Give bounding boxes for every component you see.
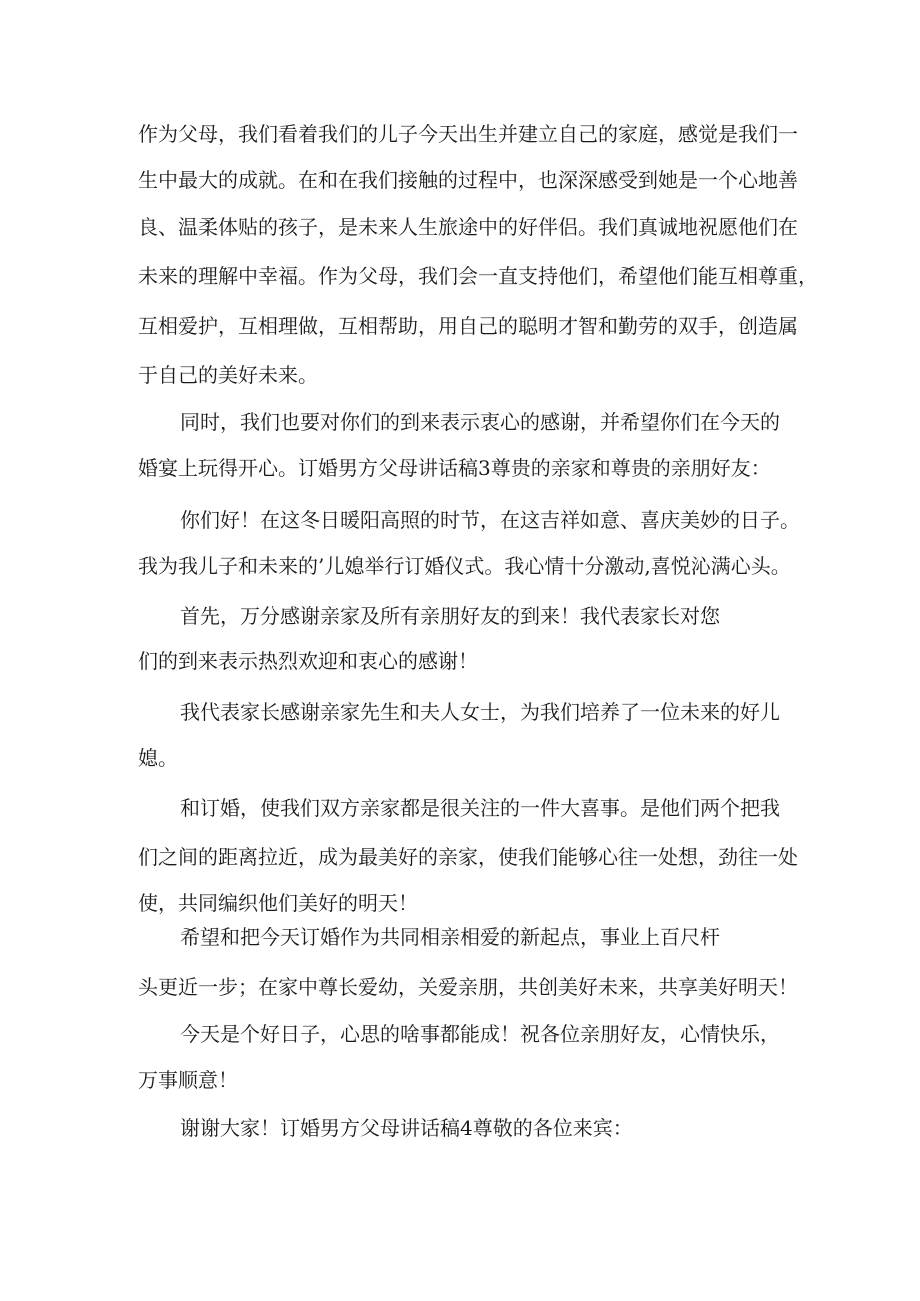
text-line: 婚宴上玩得开心。订婚男方父母讲话稿3尊贵的亲家和尊贵的亲朋好友： [138, 456, 771, 480]
text-line: 我代表家长感谢亲家先生和夫人女士，为我们培养了一位未来的好儿 [180, 700, 780, 724]
text-line: 希望和把今天订婚作为共同相亲相爱的新起点，事业上百尺杆 [180, 925, 720, 949]
text-line: 良、温柔体贴的孩子，是未来人生旅途中的好伴侣。我们真诚地祝愿他们在 [138, 215, 798, 239]
text-line: 互相爱护，互相理做，互相帮助，用自己的聪明才智和勤劳的双手，创造属 [138, 314, 798, 338]
text-line: 我为我儿子和未来的’儿媳举行订婚仪式。我心情十分激动,喜悦沁满心头。 [138, 554, 791, 578]
text-line: 媳。 [138, 746, 178, 770]
text-line: 首先，万分感谢亲家及所有亲朋好友的到来！我代表家长对您 [180, 604, 720, 628]
text-line: 生中最大的成就。在和在我们接触的过程中，也深深感受到她是一个心地善 [138, 168, 798, 192]
text-line: 们之间的距离拉近，成为最美好的亲家，使我们能够心往一处想，劲往一处 [138, 845, 798, 869]
text-line: 谢谢大家！订婚男方父母讲话稿4尊敬的各位来宾： [180, 1116, 633, 1140]
text-line: 和订婚，使我们双方亲家都是很关注的一件大喜事。是他们两个把我 [180, 796, 780, 820]
text-line: 同时，我们也要对你们的到来表示衷心的感谢，并希望你们在今天的 [180, 410, 780, 434]
text-line: 万事顺意！ [138, 1068, 238, 1092]
text-line: 们的到来表示热烈欢迎和衷心的感谢！ [138, 649, 478, 673]
text-line: 于自己的美好未来。 [138, 363, 318, 387]
text-line: 作为父母，我们看着我们的儿子今天出生并建立自己的家庭，感觉是我们一 [138, 122, 798, 146]
text-line: 使，共同编织他们美好的明天！ [138, 891, 418, 915]
text-line: 今天是个好日子，心思的啥事都能成！祝各位亲朋好友，心情快乐， [180, 1022, 780, 1046]
text-line: 头更近一步；在家中尊长爱幼，关爱亲朋，共创美好未来，共享美好明天！ [138, 975, 798, 999]
text-line: 未来的理解中幸福。作为父母，我们会一直支持他们，希望他们能互相尊重， [138, 264, 818, 288]
text-line: 你们好！在这冬日暖阳高照的时节，在这吉祥如意、喜庆美妙的日子。 [180, 508, 800, 532]
